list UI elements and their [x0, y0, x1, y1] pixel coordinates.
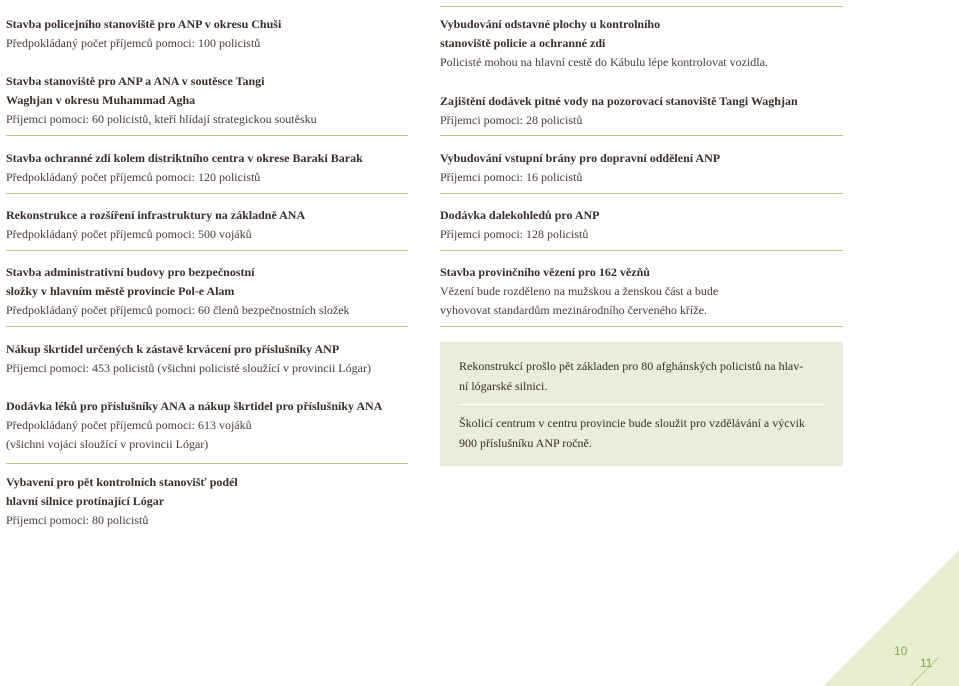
- item-title: Vybudování vstupní brány pro dopravní oddělení ANP: [440, 151, 721, 165]
- item-title: složky v hlavním městě provincie Pol-e Alam: [6, 284, 235, 298]
- page-number-right: 11: [920, 656, 933, 670]
- item-description: Příjemci pomoci: 28 policistů: [440, 113, 583, 127]
- box-paragraph: Rekonstrukcí prošlo pět základen pro 80 afghánských policistů na hlav-: [459, 359, 804, 373]
- item-title: Stavba policejního stanoviště pro ANP v okresu Chuši: [6, 17, 282, 31]
- box-paragraph: ní lógarské silnici.: [459, 379, 548, 393]
- item-description: Příjemci pomoci: 16 policistů: [440, 170, 583, 184]
- divider: [6, 326, 408, 327]
- item-title: Zajištění dodávek pitné vody na pozorovací stanoviště Tangi Waghjan: [440, 94, 798, 108]
- item-description: Předpokládaný počet příjemců pomoci: 100 policistů: [6, 36, 261, 50]
- item-description: Příjemci pomoci: 60 policistů, kteří hlídají strategickou soutěsku: [6, 112, 317, 126]
- box-paragraph: 900 příslušníku ANP ročně.: [459, 436, 592, 450]
- item-title: Vybavení pro pět kontrolních stanovišť podél: [6, 475, 238, 489]
- list-item: [6, 473, 238, 530]
- list-item: [440, 15, 768, 72]
- divider: [440, 135, 843, 136]
- list-item: [6, 206, 305, 244]
- list-item: [440, 263, 718, 320]
- item-title: Stavba stanoviště pro ANP a ANA v soutěsce Tangi: [6, 74, 265, 88]
- item-description: Příjemci pomoci: 453 policistů (všichni policisté sloužící v provincii Lógar): [6, 361, 371, 375]
- item-title: Rekonstrukce a rozšíření infrastruktury na základně ANA: [6, 208, 306, 222]
- item-description: (všichni vojáci sloužící v provincii Lógar): [6, 437, 209, 451]
- item-title: Waghjan v okresu Muhammad Agha: [6, 93, 196, 107]
- divider: [6, 135, 408, 136]
- list-item: [6, 149, 363, 187]
- divider: [440, 326, 843, 327]
- divider: [6, 193, 408, 194]
- box-divider: [459, 404, 825, 405]
- item-description: Předpokládaný počet příjemců pomoci: 120 policistů: [6, 170, 261, 184]
- list-item: [6, 72, 317, 129]
- item-title: Stavba ochranné zdi kolem distriktního centra v okrese Baraki Barak: [6, 151, 363, 165]
- item-description: Policisté mohou na hlavní cestě do Kábulu lépe kontrolovat vozidla.: [440, 55, 768, 69]
- item-description: Příjemci pomoci: 80 policistů: [6, 513, 149, 527]
- list-item: [6, 15, 281, 53]
- item-title: Vybudování odstavné plochy u kontrolního: [440, 17, 661, 31]
- highlight-box: [440, 342, 843, 466]
- item-description: Předpokládaný počet příjemců pomoci: 613 vojáků: [6, 418, 252, 432]
- item-description: Vězení bude rozděleno na mužskou a ženskou část a bude: [440, 284, 719, 298]
- item-title: Nákup škrtidel určených k zástavě krvácení pro příslušníky ANP: [6, 342, 340, 356]
- page-number-left: 10: [894, 644, 908, 658]
- divider: [440, 193, 843, 194]
- item-description: Příjemci pomoci: 128 policistů: [440, 227, 589, 241]
- item-description: vyhovovat standardům mezinárodního červeného kříže.: [440, 303, 707, 317]
- divider: [6, 250, 408, 251]
- item-title: Dodávka dalekohledů pro ANP: [440, 208, 600, 222]
- item-description: Předpokládaný počet příjemců pomoci: 500 vojáků: [6, 227, 252, 241]
- list-item: [6, 397, 382, 454]
- item-description: Předpokládaný počet příjemců pomoci: 60 členů bezpečnostních složek: [6, 303, 350, 317]
- divider: [440, 6, 843, 7]
- list-item: [440, 206, 600, 244]
- item-title: Stavba provinčního vězení pro 162 vězňů: [440, 265, 650, 279]
- item-title: Stavba administrativní budovy pro bezpečnostní: [6, 265, 255, 279]
- item-title: stanoviště policie a ochranné zdi: [440, 36, 606, 50]
- list-item: [440, 92, 798, 130]
- divider: [440, 250, 843, 251]
- list-item: [6, 263, 350, 320]
- item-title: Dodávka léků pro příslušníky ANA a nákup škrtidel pro příslušníky ANA: [6, 399, 383, 413]
- item-title: hlavní silnice protínající Lógar: [6, 494, 165, 508]
- divider: [6, 463, 408, 464]
- box-paragraph: Školicí centrum v centru provincie bude sloužit pro vzdělávání a výcvik: [459, 416, 805, 430]
- list-item: [440, 149, 720, 187]
- list-item: [6, 340, 371, 378]
